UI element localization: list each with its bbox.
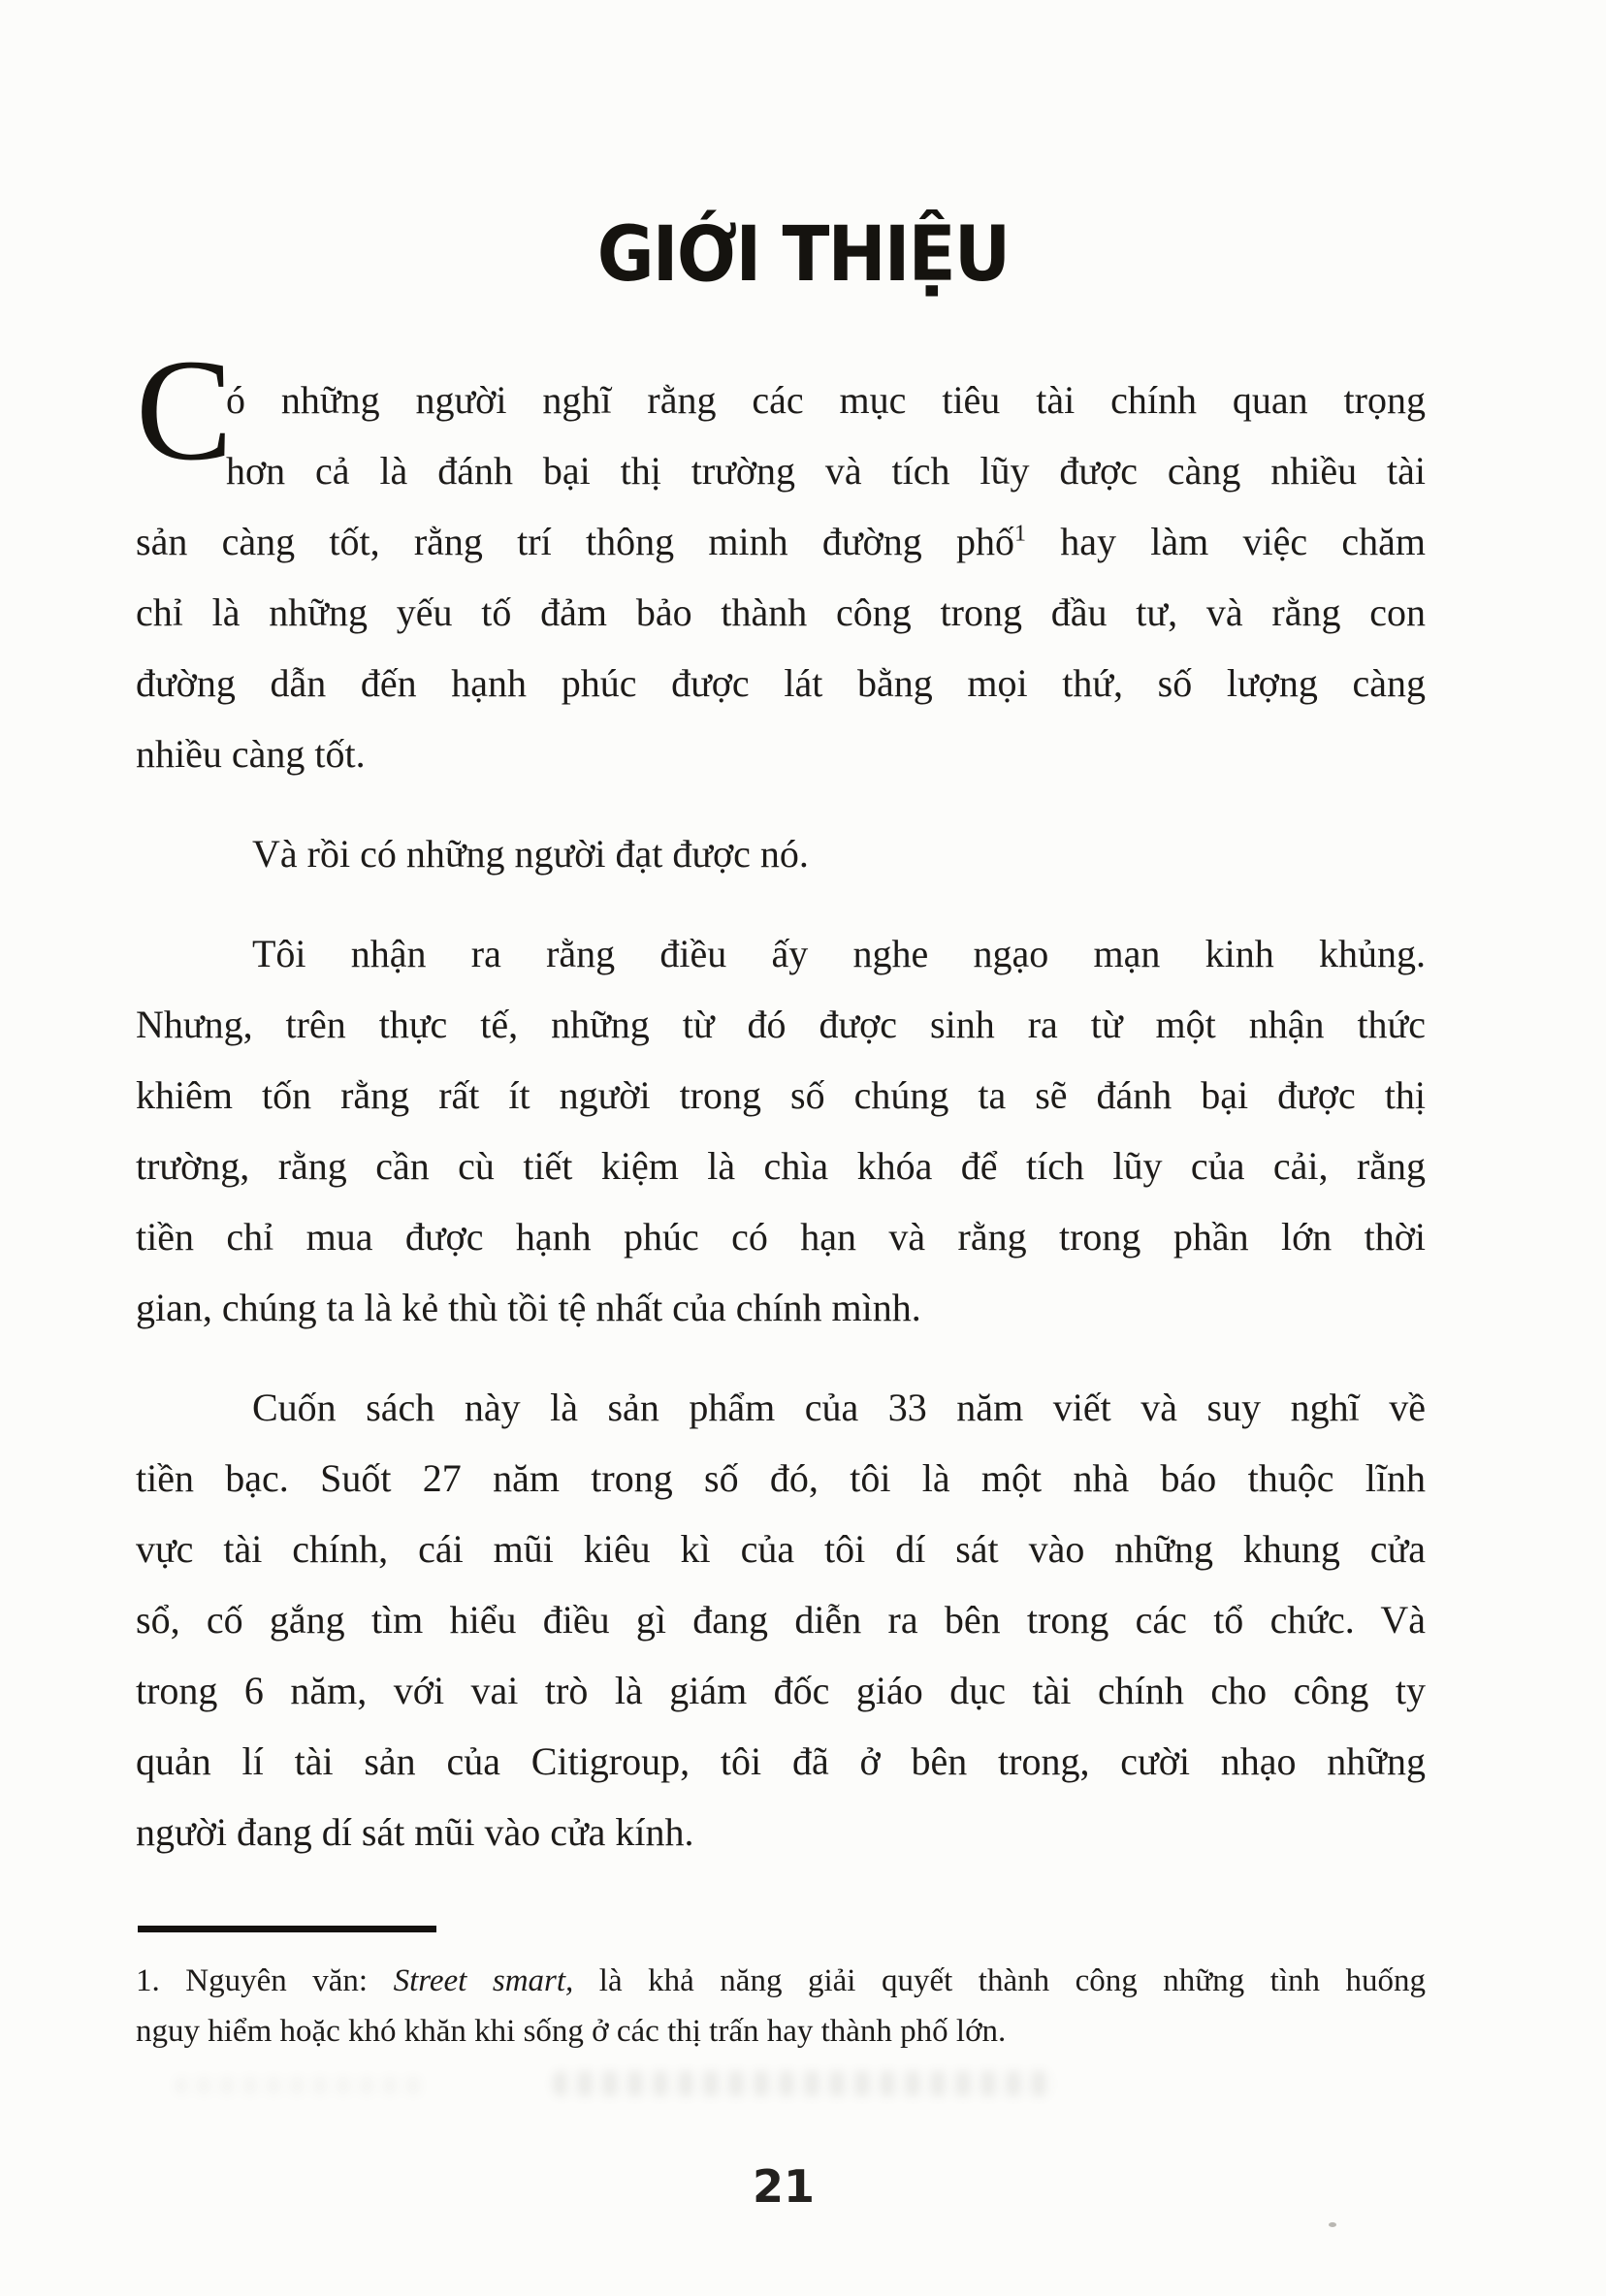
footnote-line	[136, 1956, 1426, 2006]
text-line: hơn cả là đánh bại thị trường và tích lũy được càng nhiều tài	[226, 449, 1426, 493]
text-line	[136, 506, 1426, 577]
footnote-rule	[138, 1926, 436, 1932]
text-line: trường, rằng cần cù tiết kiệm là chìa khóa để tích lũy của cải, rằng	[136, 1144, 1426, 1188]
paragraph-1	[136, 330, 1426, 789]
text-line: Cuốn sách này là sản phẩm của 33 năm viết và suy nghĩ về	[252, 1386, 1426, 1429]
text-line: vực tài chính, cái mũi kiêu kì của tôi dí sát vào những khung cửa	[136, 1527, 1426, 1571]
text-run: 1. Nguyên văn:	[136, 1963, 394, 1998]
chapter-title: GIỚI THIỆU	[596, 211, 1010, 299]
text-run: hay làm việc chăm	[1025, 520, 1426, 563]
text-line: tiền bạc. Suốt 27 năm trong số đó, tôi là một nhà báo thuộc lĩnh	[136, 1456, 1426, 1500]
text-line: chỉ là những yếu tố đảm bảo thành công trong đầu tư, và rằng con	[136, 590, 1426, 634]
text-line: Tôi nhận ra rằng điều ấy nghe ngạo mạn kinh khủng.	[252, 932, 1426, 975]
text-run: là khả năng giải quyết thành công những tình huống	[573, 1963, 1427, 1998]
paragraph-4	[136, 1372, 1426, 1867]
text-line: Nhưng, trên thực tế, những từ đó được sinh ra từ một nhận thức	[136, 1003, 1426, 1046]
text-line: trong 6 năm, với vai trò là giám đốc giáo dục tài chính cho công ty	[136, 1669, 1426, 1712]
text-line: nhiều càng tốt.	[136, 732, 366, 776]
text-run: sản càng tốt, rằng trí thông minh đường phố	[136, 520, 1014, 563]
text-line: khiêm tốn rằng rất ít người trong số chúng ta sẽ đánh bại được thị	[136, 1073, 1426, 1117]
footnote-reference: 1	[1013, 521, 1026, 547]
footnote-line: nguy hiểm hoặc khó khăn khi sống ở các thị trấn hay thành phố lớn.	[136, 2014, 1007, 2049]
bleedthrough-ghost-text	[553, 2071, 1057, 2096]
text-line: đường dẫn đến hạnh phúc được lát bằng mọi thứ, số lượng càng	[136, 661, 1426, 705]
text-line: gian, chúng ta là kẻ thù tồi tệ nhất của chính mình.	[136, 1286, 921, 1329]
text-line: ó những người nghĩ rằng các mục tiêu tài chính quan trọng	[226, 378, 1426, 422]
footnote	[136, 1926, 1426, 2057]
text-line: người đang dí sát mũi vào cửa kính.	[136, 1810, 694, 1854]
text-line: sổ, cố gắng tìm hiểu điều gì đang diễn ra bên trong các tổ chức. Và	[136, 1598, 1426, 1642]
scan-speck	[1329, 2222, 1336, 2227]
drop-cap: C	[136, 330, 234, 491]
italic-term: Street smart,	[393, 1963, 574, 1998]
paragraph-2	[136, 818, 1426, 889]
text-line: quản lí tài sản của Citigroup, tôi đã ở bên trong, cười nhạo những	[136, 1739, 1426, 1783]
text-line: Và rồi có những người đạt được nó.	[252, 832, 809, 876]
paragraph-3	[136, 918, 1426, 1343]
bleedthrough-ghost-text	[175, 2077, 427, 2094]
text-line: tiền chỉ mua được hạnh phúc có hạn và rằng trong phần lớn thời	[136, 1215, 1426, 1259]
body-text	[136, 330, 1426, 1897]
page-number: 21	[753, 2160, 816, 2213]
